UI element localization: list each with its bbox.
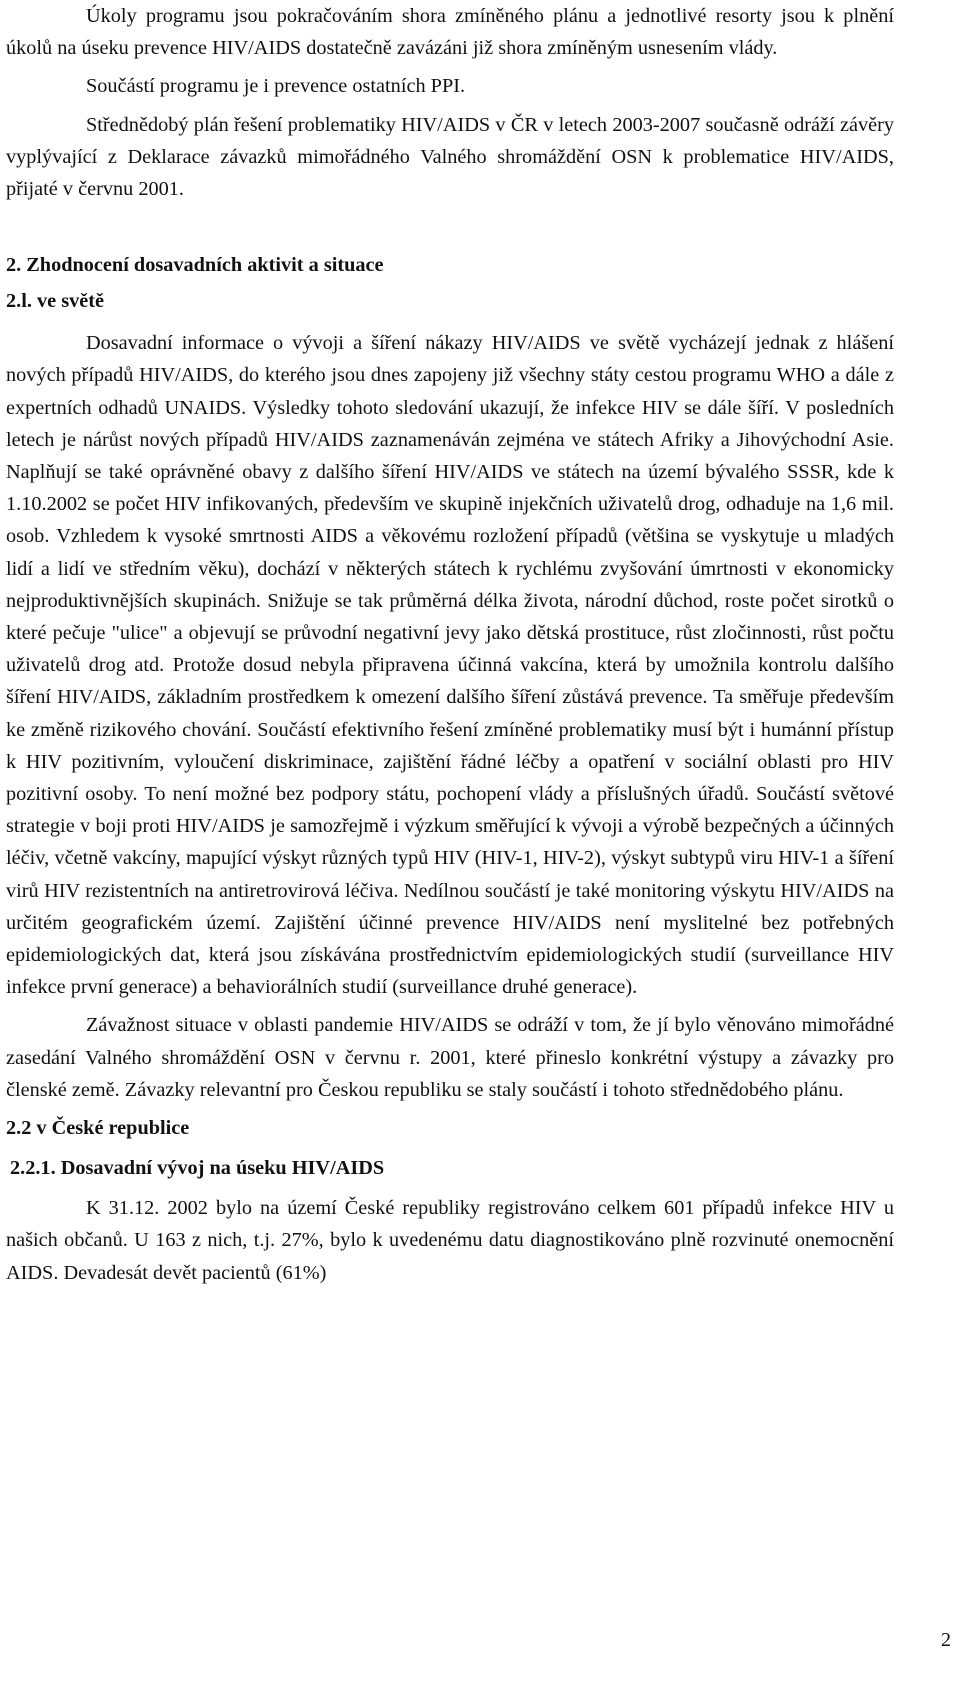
paragraph-midterm-plan: Střednědobý plán řešení problematiky HIV/AIDS v ČR v letech 2003-2007 současně odráží závěry vyplývající z Deklarace závazků mimořádného Valného shromáždění OSN k problematice HIV/AIDS, přijaté v červnu 2001. xyxy=(6,113,894,201)
document-page xyxy=(6,0,894,1289)
section-heading: 2. Zhodnocení dosavadních aktivit a situace xyxy=(6,254,384,277)
paragraph-program-tasks: Úkoly programu jsou pokračováním shora zmíněného plánu a jednotlivé resorty jsou k plnění úkolů na úseku prevence HIV/AIDS dostatečně zavázáni již shora zmíněným usnesením vlády. xyxy=(6,5,894,60)
paragraph-un-session: Závažnost situace v oblasti pandemie HIV/AIDS se odráží v tom, že jí bylo věnováno mimořádné zasedání Valného shromáždění OSN v červnu r. 2001, které přineslo konkrétní výstupy a závazky pro členské země. Závazky relevantní pro Českou republiku se staly součástí i tohoto střednědobého plánu. xyxy=(6,1014,894,1101)
paragraph-czech-statistics: K 31.12. 2002 bylo na území České republiky registrováno celkem 601 případů infekce HIV u našich občanů. U 163 z nich, t.j. 27%, bylo k uvedenému datu diagnostikováno plně rozvinuté onemocnění AIDS. Devadesát devět pacientů (61%) xyxy=(6,1197,894,1284)
subsection-heading-world: 2.l. ve světě xyxy=(6,290,104,313)
subsubsection-heading-development: 2.2.1. Dosavadní vývoj na úseku HIV/AIDS xyxy=(10,1157,385,1180)
subsection-heading-czech: 2.2 v České republice xyxy=(6,1117,190,1140)
paragraph-world-situation: Dosavadní informace o vývoji a šíření nákazy HIV/AIDS ve světě vycházejí jednak z hlášení nových případů HIV/AIDS, do kterého jsou dnes zapojeny již všechny státy cestou programu WHO a dále z expertních odhadů UNAIDS. Výsledky tohoto sledování ukazují, že infekce HIV se dále šíří. V posledních letech je nárůst nových případů HIV/AIDS zaznamenáván zejména ve státech Afriky a Jihovýchodní Asie. Naplňují se také oprávněné obavy z dalšího šíření HIV/AIDS ve státech na území bývalého SSSR, kde k 1.10.2002 se počet HIV infikovaných, především ve skupině injekčních uživatelů drog, odhaduje na 1,6 mil. osob. Vzhledem k vysoké smrtnosti AIDS a věkovému rozložení případů (většina se vyskytuje u mladých lidí a lidí ve středním věku), dochází v některých státech k rychlému zvyšování úmrtnosti v ekonomicky nejproduktivnějších skupinách. Snižuje se tak průměrná délka života, národní důchod, roste počet sirotků o které pečuje "ulice" a objevují se průvodní negativní jevy jako dětská prostituce, růst zločinnosti, růst počtu uživatelů drog atd. Protože dosud nebyla připravena účinná vakcína, která by umožnila kontrolu dalšího šíření HIV/AIDS, základním prostředkem k omezení dalšího šíření zůstává prevence. Ta směřuje především ke změně rizikového chování. Součástí efektivního řešení zmíněné problematiky musí být i humánní přístup k HIV pozitivním, vyloučení diskriminace, zajištění řádné léčby a opatření v sociální oblasti pro HIV pozitivní osoby. To není možné bez podpory státu, pochopení vlády a příslušných úřadů. Součástí světové strategie v boji proti HIV/AIDS je samozřejmě i výzkum směřující k vývoji a výrobě bezpečných a účinných léčiv, včetně vakcíny, mapující výskyt různých typů HIV (HIV-1, HIV-2), výskyt subtypů viru HIV-1 a šíření virů HIV rezistentních na antiretrovirová léčiva. Nedílnou součástí je také monitoring výskytu HIV/AIDS na určitém geografickém území. Zajištění účinné prevence HIV/AIDS není myslitelné bez potřebných epidemiologických dat, která jsou získávána prostřednictvím epidemiologických studií (surveillance HIV infekce první generace) a behaviorálních studií (surveillance druhé generace). xyxy=(6,332,894,999)
paragraph-ppi-prevention: Součástí programu je i prevence ostatních PPI. xyxy=(86,75,466,98)
page-number: 2 xyxy=(941,1629,951,1651)
